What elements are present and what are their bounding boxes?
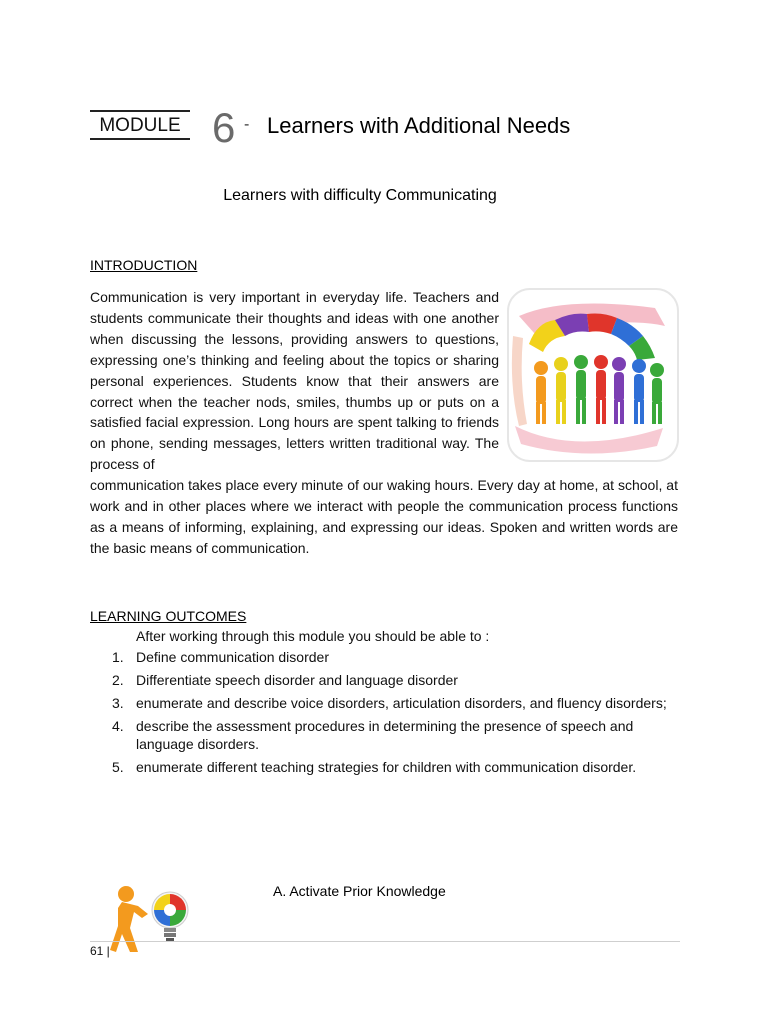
list-item: 1. Define communication disorder	[112, 649, 329, 665]
module-title: Learners with Additional Needs	[267, 113, 571, 138]
people-puzzle-communication-icon	[505, 286, 681, 464]
introduction-heading: INTRODUCTION	[90, 257, 198, 273]
activate-prior-knowledge-heading: A. Activate Prior Knowledge	[273, 883, 446, 899]
module-number: 6	[212, 104, 236, 151]
lesson-subtitle: Learners with difficulty Communicating	[223, 187, 497, 204]
module-label-box: MODULE	[90, 110, 190, 140]
introduction-paragraph-continued: communication takes place every minute of our waking hours. Every day at home, at school, at work and in other places where we interact with people the communication process functions as a means of informing, explaining, and expressing our ideas. Spoken and written words are the basic means of communication.	[90, 477, 678, 556]
list-item: 2. Differentiate speech disorder and language disorder	[112, 672, 458, 688]
page-number: 61 |	[90, 944, 110, 958]
footer-divider	[90, 941, 680, 942]
learning-outcomes-heading: LEARNING OUTCOMES	[90, 608, 247, 624]
person-pushing-lightbulb-icon	[108, 880, 196, 956]
introduction-paragraph: Communication is very important in everyday life. Teachers and students communicate their thoughts and ideas with one another when discussing the lessons, providing answers to questions, expressing one’s thinking and feeling about the topics or sharing personal experiences. Students know that their answers are correct when the teacher nods, smiles, thumbs up or puts on a satisfied facial expression. Long hours are spent talking to friends on phone, sending messages, letters written traditional way. The process of	[90, 289, 499, 473]
list-item: 3. enumerate and describe voice disorders, articulation disorders, and fluency disorders;	[112, 695, 667, 711]
learning-outcomes-intro: After working through this module you should be able to :	[136, 628, 490, 644]
learning-outcomes-list	[90, 648, 690, 781]
module-dash: -	[244, 116, 250, 133]
list-item: 5. enumerate different teaching strategies for children with communication disorder.	[112, 759, 637, 775]
list-item: 4. describe the assessment procedures in determining the presence of speech and language disorders.	[112, 718, 634, 752]
